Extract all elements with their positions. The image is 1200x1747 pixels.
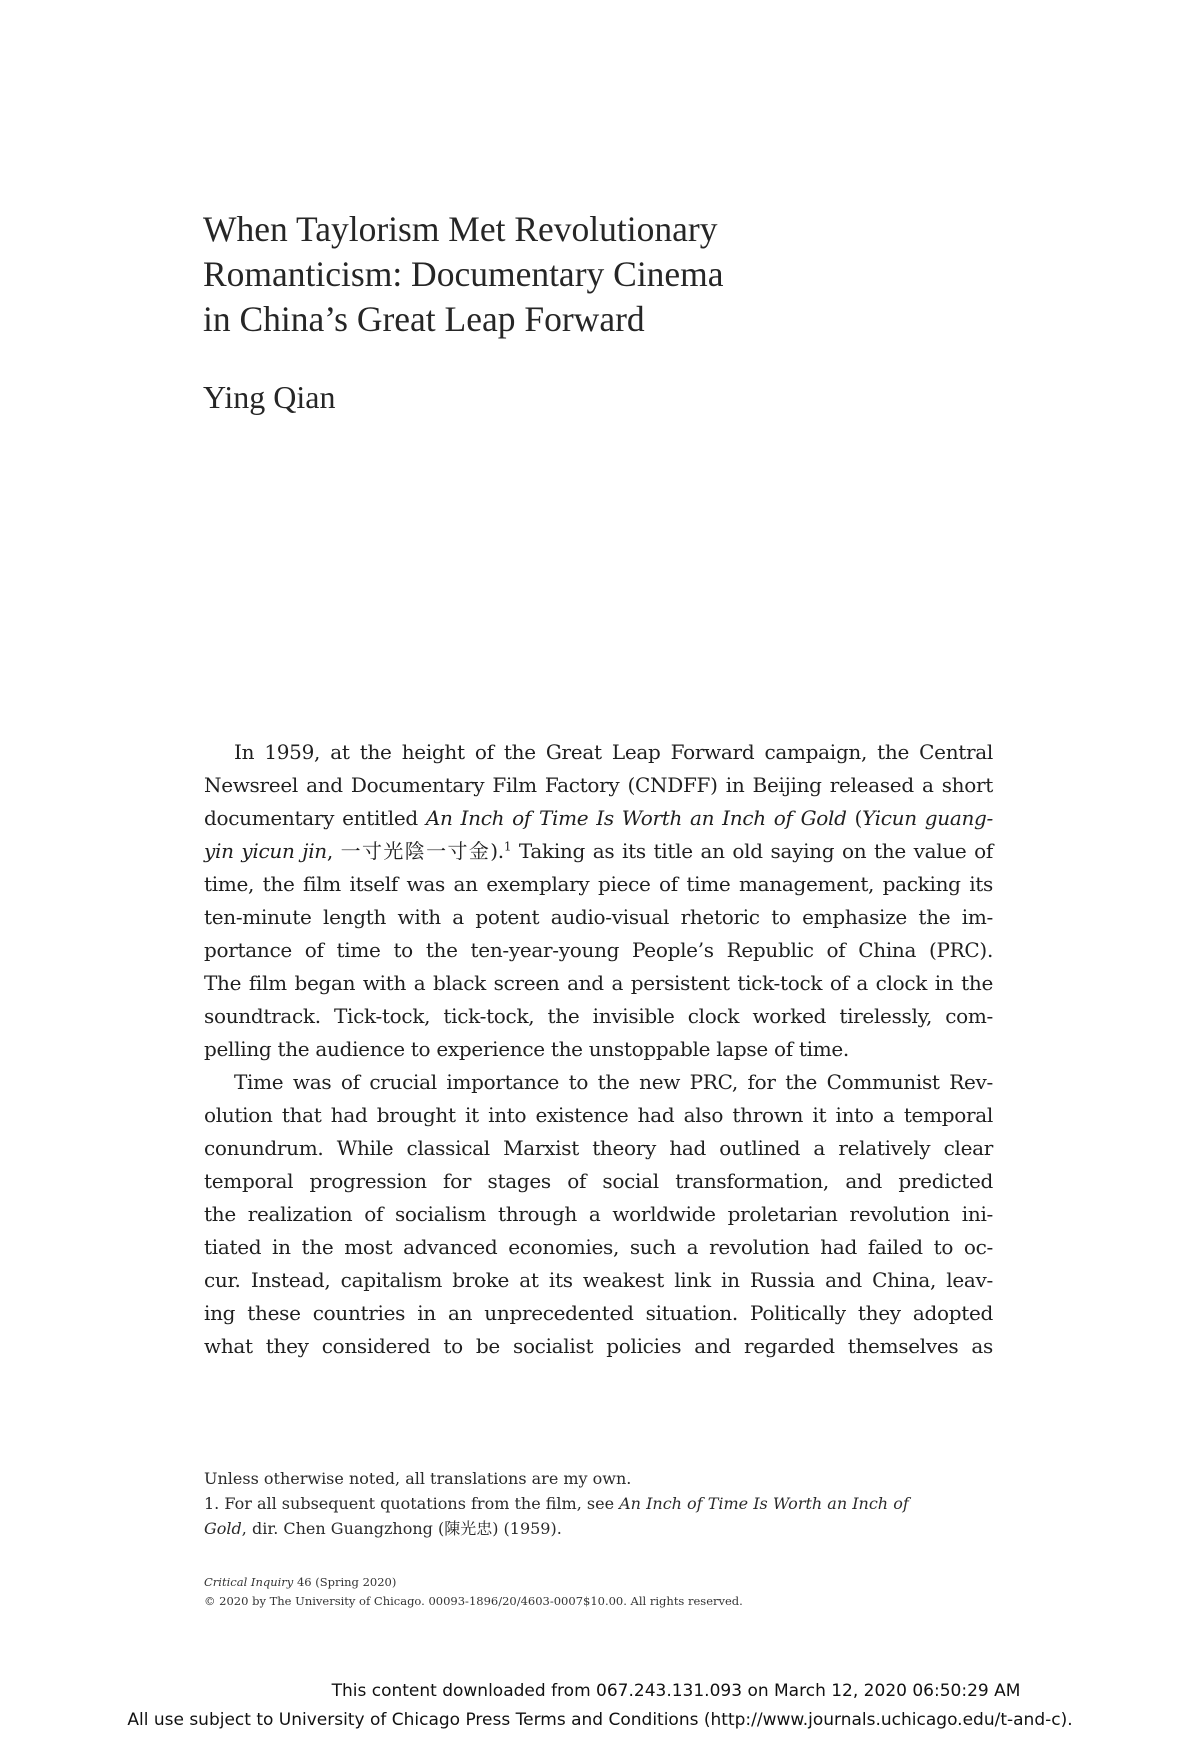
article-body <box>204 736 993 1363</box>
title-line: When Taylorism Met Revolutionary <box>203 209 718 249</box>
body-line: ten-minute length with a potent audio-visual rhetoric to emphasize the im- <box>204 905 993 929</box>
body-line: cur. Instead, capitalism broke at its weakest link in Russia and China, leav- <box>204 1268 993 1292</box>
footnote-1 <box>204 1491 964 1516</box>
terms-notice: All use subject to University of Chicago Press Terms and Conditions (http://www.journals.uchicago.edu/t-and-c). <box>127 1710 1073 1730</box>
journal-volume: 46 (Spring 2020) <box>293 1575 397 1589</box>
body-text: Taking as its title an old saying on the value of <box>511 839 994 863</box>
download-line: This content downloaded from 067.243.131.093 on March 12, 2020 06:50:29 AM <box>331 1681 1021 1701</box>
body-line: pelling the audience to experience the unstoppable lapse of time. <box>204 1037 849 1061</box>
unnumbered-note: Unless otherwise noted, all translations are my own. <box>204 1469 632 1488</box>
body-line: olution that had brought it into existence had also thrown it into a temporal <box>204 1103 993 1127</box>
body-line: Time was of crucial importance to the new PRC, for the Communist Rev- <box>234 1070 993 1094</box>
footnote-marker[interactable]: 1 <box>503 839 512 854</box>
journal-name: Critical Inquiry <box>204 1575 294 1589</box>
title-line: Romanticism: Documentary Cinema <box>203 254 724 294</box>
body-line <box>204 802 993 835</box>
author-name: Ying Qian <box>203 379 336 415</box>
article-title <box>203 207 923 342</box>
body-line: what they considered to be socialist policies and regarded themselves as <box>204 1334 993 1358</box>
pinyin-italic: yin yicun jin <box>204 839 327 863</box>
body-line: In 1959, at the height of the Great Leap Forward campaign, the Central <box>234 740 993 764</box>
body-text: ( <box>846 806 863 830</box>
film-title-italic: Gold <box>204 1519 242 1538</box>
body-line: temporal progression for stages of social transformation, and predicted <box>204 1169 993 1193</box>
body-line: ing these countries in an unprecedented situation. Politically they adopted <box>204 1301 993 1325</box>
body-line: soundtrack. Tick-tock, tick-tock, the invisible clock worked tirelessly, com- <box>204 1004 993 1028</box>
download-notice <box>0 1681 1200 1701</box>
footnote-1-cont <box>204 1516 964 1541</box>
film-title-italic: An Inch of Time Is Worth an Inch of <box>619 1494 909 1513</box>
note-text: , dir. Chen Guangzhong (陳光忠) (1959). <box>241 1519 562 1538</box>
body-line: The film began with a black screen and a persistent tick-tock of a clock in the <box>204 971 993 995</box>
body-line: the realization of socialism through a worldwide proletarian revolution ini- <box>204 1202 993 1226</box>
body-line <box>204 835 993 868</box>
body-line: time, the film itself was an exemplary piece of time management, packing its <box>204 872 993 896</box>
pinyin-italic: Yicun guang- <box>862 806 993 830</box>
note-text: 1. For all subsequent quotations from the film, see <box>204 1494 620 1513</box>
title-line: in China’s Great Leap Forward <box>203 299 645 339</box>
body-line: Newsreel and Documentary Film Factory (CNDFF) in Beijing released a short <box>204 773 993 797</box>
body-line: conundrum. While classical Marxist theory had outlined a relatively clear <box>204 1136 993 1160</box>
body-line: portance of time to the ten-year-young People’s Republic of China (PRC). <box>204 938 993 962</box>
body-text: , 一寸光陰一寸金). <box>326 839 504 863</box>
copyright-line: © 2020 by The University of Chicago. 00093-1896/20/4603-0007$10.00. All rights reserved. <box>204 1594 743 1608</box>
body-text: documentary entitled <box>204 806 426 830</box>
body-line: tiated in the most advanced economies, such a revolution had failed to oc- <box>204 1235 993 1259</box>
journal-issue <box>204 1573 743 1592</box>
film-title-italic: An Inch of Time Is Worth an Inch of Gold <box>425 806 847 830</box>
footnotes <box>204 1466 964 1541</box>
journal-info <box>204 1573 743 1611</box>
